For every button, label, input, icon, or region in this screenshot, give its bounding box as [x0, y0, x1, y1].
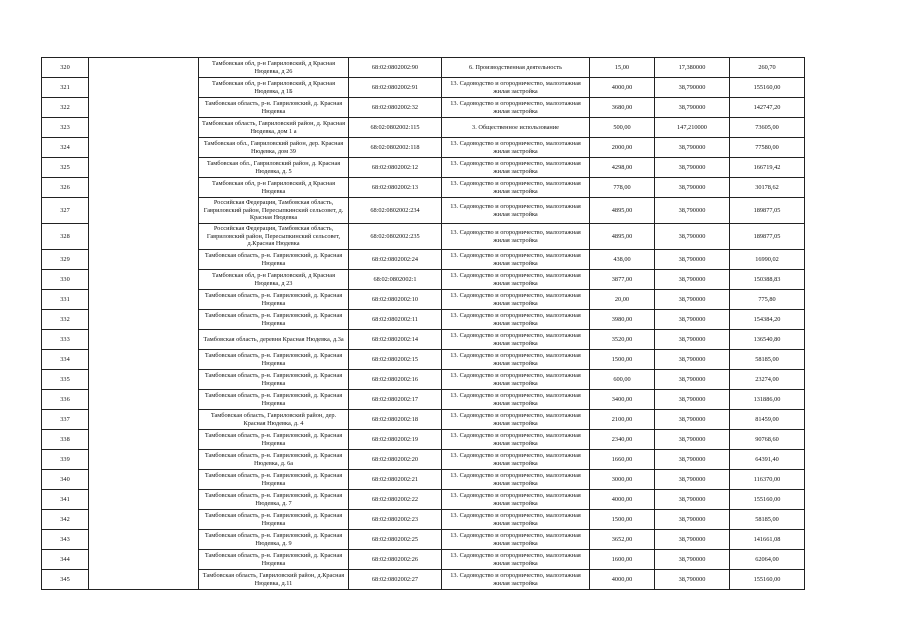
- address-cell: Тамбовская обл, р-н Гавриловский, д Красная Нюдевка, д 1Б: [199, 78, 349, 98]
- row-number-cell: 324: [42, 138, 89, 158]
- table-row: [42, 570, 805, 590]
- area-cell: 778,00: [590, 178, 655, 198]
- table-row: [42, 270, 805, 290]
- rate-cell: 17,380000: [655, 58, 730, 78]
- cadastral-number-cell: 68:02:0802002:13: [349, 178, 442, 198]
- cadastral-number-cell: 68:02:0802002:18: [349, 410, 442, 430]
- table-row: [42, 530, 805, 550]
- address-cell: Тамбовская область, р-н. Гавриловский, д. Красная Нюдевка: [199, 98, 349, 118]
- address-cell: Российская Федерация, Тамбовская область, Гавриловский район, Пересыпкинский сельсовет, д.Красная Нюдевка: [199, 224, 349, 250]
- area-cell: 4000,00: [590, 570, 655, 590]
- rate-cell: 38,790000: [655, 138, 730, 158]
- address-cell: Тамбовская область, р-н. Гавриловский, д. Красная Нюдевка: [199, 470, 349, 490]
- land-use-cell: 13. Садоводство и огородничество, малоэтажная жилая застройка: [442, 410, 590, 430]
- row-number-cell: 341: [42, 490, 89, 510]
- cadastral-value-cell: 154384,20: [730, 310, 805, 330]
- row-number-cell: 339: [42, 450, 89, 470]
- land-use-cell: 13. Садоводство и огородничество, малоэтажная жилая застройка: [442, 138, 590, 158]
- rate-cell: 38,790000: [655, 198, 730, 224]
- address-cell: Тамбовская обл, р-н Гавриловский, д Красная Нюдевка: [199, 178, 349, 198]
- land-use-cell: 13. Садоводство и огородничество, малоэтажная жилая застройка: [442, 250, 590, 270]
- cadastral-number-cell: 68:02:0802002:26: [349, 550, 442, 570]
- cadastral-number-cell: 68:02:0802002:27: [349, 570, 442, 590]
- row-number-cell: 331: [42, 290, 89, 310]
- blank-gap-cell: [89, 290, 199, 310]
- table-row: [42, 430, 805, 450]
- cadastral-value-cell: 142747,20: [730, 98, 805, 118]
- cadastral-value-cell: 131886,00: [730, 390, 805, 410]
- address-cell: Тамбовская область, Гавриловский район, д. Красная Нюдевка, дом 1 а: [199, 118, 349, 138]
- table-row: [42, 470, 805, 490]
- land-use-cell: 13. Садоводство и огородничество, малоэтажная жилая застройка: [442, 310, 590, 330]
- cadastral-value-cell: 155160,00: [730, 570, 805, 590]
- rate-cell: 38,790000: [655, 250, 730, 270]
- cadastral-number-cell: 68:02:0802002:24: [349, 250, 442, 270]
- table-row: [42, 250, 805, 270]
- blank-gap-cell: [89, 530, 199, 550]
- cadastral-number-cell: 68:02:0802002:235: [349, 224, 442, 250]
- table-row: [42, 290, 805, 310]
- table-row: [42, 198, 805, 224]
- rate-cell: 38,790000: [655, 290, 730, 310]
- cadastral-value-cell: 116370,00: [730, 470, 805, 490]
- blank-gap-cell: [89, 570, 199, 590]
- land-use-cell: 13. Садоводство и огородничество, малоэтажная жилая застройка: [442, 198, 590, 224]
- table-row: [42, 98, 805, 118]
- area-cell: 3877,00: [590, 270, 655, 290]
- table-row: [42, 550, 805, 570]
- address-cell: Тамбовская область, р-н. Гавриловский, д. Красная Нюдевка, д. 6а: [199, 450, 349, 470]
- blank-gap-cell: [89, 430, 199, 450]
- cadastral-number-cell: 68:02:0802002:90: [349, 58, 442, 78]
- address-cell: Тамбовская область, Гавриловский район, д.Красная Нюдевка, д.11: [199, 570, 349, 590]
- cadastral-number-cell: 68:02:0802002:118: [349, 138, 442, 158]
- land-use-cell: 13. Садоводство и огородничество, малоэтажная жилая застройка: [442, 330, 590, 350]
- area-cell: 4895,00: [590, 224, 655, 250]
- cadastral-number-cell: 68:02:0802002:19: [349, 430, 442, 450]
- land-use-cell: 13. Садоводство и огородничество, малоэтажная жилая застройка: [442, 290, 590, 310]
- table-row: [42, 330, 805, 350]
- rate-cell: 38,790000: [655, 470, 730, 490]
- land-use-cell: 13. Садоводство и огородничество, малоэтажная жилая застройка: [442, 270, 590, 290]
- address-cell: Тамбовская область, р-н. Гавриловский, д. Красная Нюдевка: [199, 550, 349, 570]
- rate-cell: 38,790000: [655, 570, 730, 590]
- area-cell: 15,00: [590, 58, 655, 78]
- blank-gap-cell: [89, 270, 199, 290]
- cadastral-number-cell: 68:02:0802002:20: [349, 450, 442, 470]
- land-use-cell: 13. Садоводство и огородничество, малоэтажная жилая застройка: [442, 450, 590, 470]
- table-row: [42, 118, 805, 138]
- table-row: [42, 224, 805, 250]
- row-number-cell: 337: [42, 410, 89, 430]
- cadastral-number-cell: 68:02:0802002:16: [349, 370, 442, 390]
- cadastral-value-cell: 166719,42: [730, 158, 805, 178]
- land-use-cell: 13. Садоводство и огородничество, малоэтажная жилая застройка: [442, 78, 590, 98]
- cadastral-value-cell: 189877,05: [730, 224, 805, 250]
- cadastral-value-cell: 155160,00: [730, 490, 805, 510]
- land-plots-table: [41, 57, 805, 590]
- rate-cell: 38,790000: [655, 98, 730, 118]
- land-use-cell: 6. Производственная деятельность: [442, 58, 590, 78]
- cadastral-number-cell: 68:02:0802002:11: [349, 310, 442, 330]
- address-cell: Тамбовская область, р-н. Гавриловский, д. Красная Нюдевка, д. 9: [199, 530, 349, 550]
- cadastral-value-cell: 90768,60: [730, 430, 805, 450]
- row-number-cell: 338: [42, 430, 89, 450]
- address-cell: Тамбовская обл., Гавриловский район, дер. Красная Нюдевка, дом 39: [199, 138, 349, 158]
- area-cell: 3520,00: [590, 330, 655, 350]
- cadastral-value-cell: 16990,02: [730, 250, 805, 270]
- row-number-cell: 323: [42, 118, 89, 138]
- cadastral-value-cell: 141661,08: [730, 530, 805, 550]
- cadastral-number-cell: 68:02:0802002:17: [349, 390, 442, 410]
- cadastral-value-cell: 62064,00: [730, 550, 805, 570]
- row-number-cell: 345: [42, 570, 89, 590]
- area-cell: 500,00: [590, 118, 655, 138]
- area-cell: 1600,00: [590, 550, 655, 570]
- cadastral-number-cell: 68:02:0802002:91: [349, 78, 442, 98]
- cadastral-number-cell: 68:02:0802002:12: [349, 158, 442, 178]
- row-number-cell: 343: [42, 530, 89, 550]
- table-row: [42, 310, 805, 330]
- cadastral-value-cell: 81459,00: [730, 410, 805, 430]
- rate-cell: 38,790000: [655, 430, 730, 450]
- row-number-cell: 332: [42, 310, 89, 330]
- blank-gap-cell: [89, 224, 199, 250]
- area-cell: 1500,00: [590, 510, 655, 530]
- area-cell: 4000,00: [590, 78, 655, 98]
- rate-cell: 38,790000: [655, 350, 730, 370]
- address-cell: Тамбовская область, р-н. Гавриловский, д. Красная Нюдевка: [199, 350, 349, 370]
- address-cell: Российская Федерация, Тамбовская область, Гавриловский район, Пересыпкинский сельсовет, д. Красная Нюдевка: [199, 198, 349, 224]
- rate-cell: 38,790000: [655, 370, 730, 390]
- table-row: [42, 390, 805, 410]
- address-cell: Тамбовская область, р-н. Гавриловский, д. Красная Нюдевка: [199, 370, 349, 390]
- area-cell: 4298,00: [590, 158, 655, 178]
- cadastral-number-cell: 68:02:0802002:22: [349, 490, 442, 510]
- area-cell: 3400,00: [590, 390, 655, 410]
- area-cell: 2340,00: [590, 430, 655, 450]
- table-row: [42, 410, 805, 430]
- cadastral-value-cell: 150388,83: [730, 270, 805, 290]
- row-number-cell: 333: [42, 330, 89, 350]
- rate-cell: 38,790000: [655, 78, 730, 98]
- row-number-cell: 334: [42, 350, 89, 370]
- land-use-cell: 13. Садоводство и огородничество, малоэтажная жилая застройка: [442, 98, 590, 118]
- row-number-cell: 336: [42, 390, 89, 410]
- rate-cell: 38,790000: [655, 178, 730, 198]
- row-number-cell: 335: [42, 370, 89, 390]
- cadastral-number-cell: 68:02:0802002:234: [349, 198, 442, 224]
- land-use-cell: 13. Садоводство и огородничество, малоэтажная жилая застройка: [442, 430, 590, 450]
- blank-gap-cell: [89, 78, 199, 98]
- blank-gap-cell: [89, 158, 199, 178]
- land-use-cell: 13. Садоводство и огородничество, малоэтажная жилая застройка: [442, 550, 590, 570]
- land-use-cell: 13. Садоводство и огородничество, малоэтажная жилая застройка: [442, 370, 590, 390]
- cadastral-number-cell: 68:02:0802002:25: [349, 530, 442, 550]
- rate-cell: 38,790000: [655, 390, 730, 410]
- address-cell: Тамбовская область, р-н. Гавриловский, д. Красная Нюдевка: [199, 510, 349, 530]
- blank-gap-cell: [89, 410, 199, 430]
- cadastral-number-cell: 68:02:0802002:32: [349, 98, 442, 118]
- blank-gap-cell: [89, 250, 199, 270]
- address-cell: Тамбовская область, Гавриловский район, дер. Красная Нюдевка, д. 4: [199, 410, 349, 430]
- cadastral-value-cell: 30178,62: [730, 178, 805, 198]
- land-use-cell: 13. Садоводство и огородничество, малоэтажная жилая застройка: [442, 350, 590, 370]
- area-cell: 2000,00: [590, 138, 655, 158]
- land-use-cell: 13. Садоводство и огородничество, малоэтажная жилая застройка: [442, 224, 590, 250]
- row-number-cell: 327: [42, 198, 89, 224]
- rate-cell: 38,790000: [655, 410, 730, 430]
- land-use-cell: 13. Садоводство и огородничество, малоэтажная жилая застройка: [442, 158, 590, 178]
- address-cell: Тамбовская область, деревня Красная Нюдевка, д.3а: [199, 330, 349, 350]
- blank-gap-cell: [89, 350, 199, 370]
- cadastral-value-cell: 58185,00: [730, 350, 805, 370]
- row-number-cell: 340: [42, 470, 89, 490]
- area-cell: 4895,00: [590, 198, 655, 224]
- area-cell: 3980,00: [590, 310, 655, 330]
- table-row: [42, 58, 805, 78]
- table-row: [42, 138, 805, 158]
- cadastral-number-cell: 68:02:0802002:14: [349, 330, 442, 350]
- table-row: [42, 490, 805, 510]
- row-number-cell: 325: [42, 158, 89, 178]
- address-cell: Тамбовская область, р-н. Гавриловский, д. Красная Нюдевка: [199, 430, 349, 450]
- area-cell: 4000,00: [590, 490, 655, 510]
- address-cell: Тамбовская обл, р-н Гавриловский, д Красная Нюдевка, д 26: [199, 58, 349, 78]
- cadastral-value-cell: 260,70: [730, 58, 805, 78]
- address-cell: Тамбовская обл., Гавриловский район, д. Красная Нюдевка, д. 5: [199, 158, 349, 178]
- cadastral-value-cell: 73605,00: [730, 118, 805, 138]
- address-cell: Тамбовская обл, р-н Гавриловский, д Красная Нюдевка, д 23: [199, 270, 349, 290]
- area-cell: 438,00: [590, 250, 655, 270]
- cadastral-value-cell: 775,80: [730, 290, 805, 310]
- cadastral-number-cell: 68:02:0802002:10: [349, 290, 442, 310]
- table-row: [42, 350, 805, 370]
- land-use-cell: 13. Садоводство и огородничество, малоэтажная жилая застройка: [442, 178, 590, 198]
- cadastral-value-cell: 58185,00: [730, 510, 805, 530]
- blank-gap-cell: [89, 450, 199, 470]
- area-cell: 600,00: [590, 370, 655, 390]
- area-cell: 3652,00: [590, 530, 655, 550]
- cadastral-number-cell: 68:02:0802002:1: [349, 270, 442, 290]
- blank-gap-cell: [89, 198, 199, 224]
- row-number-cell: 329: [42, 250, 89, 270]
- area-cell: 2100,00: [590, 410, 655, 430]
- area-cell: 1660,00: [590, 450, 655, 470]
- table-row: [42, 510, 805, 530]
- land-use-cell: 13. Садоводство и огородничество, малоэтажная жилая застройка: [442, 510, 590, 530]
- cadastral-number-cell: 68:02:0802002:115: [349, 118, 442, 138]
- row-number-cell: 326: [42, 178, 89, 198]
- rate-cell: 38,790000: [655, 510, 730, 530]
- land-use-cell: 13. Садоводство и огородничество, малоэтажная жилая застройка: [442, 570, 590, 590]
- address-cell: Тамбовская область, р-н. Гавриловский, д. Красная Нюдевка: [199, 290, 349, 310]
- table-row: [42, 78, 805, 98]
- cadastral-number-cell: 68:02:0802002:21: [349, 470, 442, 490]
- row-number-cell: 342: [42, 510, 89, 530]
- table-row: [42, 450, 805, 470]
- blank-gap-cell: [89, 490, 199, 510]
- row-number-cell: 328: [42, 224, 89, 250]
- rate-cell: 147,210000: [655, 118, 730, 138]
- blank-gap-cell: [89, 390, 199, 410]
- cadastral-number-cell: 68:02:0802002:15: [349, 350, 442, 370]
- table-row: [42, 158, 805, 178]
- rate-cell: 38,790000: [655, 158, 730, 178]
- cadastral-value-cell: 189877,05: [730, 198, 805, 224]
- area-cell: 3680,00: [590, 98, 655, 118]
- rate-cell: 38,790000: [655, 550, 730, 570]
- cadastral-value-cell: 23274,00: [730, 370, 805, 390]
- blank-gap-cell: [89, 310, 199, 330]
- blank-gap-cell: [89, 98, 199, 118]
- cadastral-value-cell: 155160,00: [730, 78, 805, 98]
- land-use-cell: 13. Садоводство и огородничество, малоэтажная жилая застройка: [442, 470, 590, 490]
- row-number-cell: 344: [42, 550, 89, 570]
- rate-cell: 38,790000: [655, 450, 730, 470]
- rate-cell: 38,790000: [655, 530, 730, 550]
- land-use-cell: 13. Садоводство и огородничество, малоэтажная жилая застройка: [442, 490, 590, 510]
- blank-gap-cell: [89, 118, 199, 138]
- rate-cell: 38,790000: [655, 310, 730, 330]
- address-cell: Тамбовская область, р-н. Гавриловский, д. Красная Нюдевка: [199, 390, 349, 410]
- blank-gap-cell: [89, 470, 199, 490]
- blank-gap-cell: [89, 510, 199, 530]
- area-cell: 20,00: [590, 290, 655, 310]
- table-body: [42, 58, 805, 590]
- rate-cell: 38,790000: [655, 224, 730, 250]
- row-number-cell: 322: [42, 98, 89, 118]
- table-row: [42, 370, 805, 390]
- land-use-cell: 13. Садоводство и огородничество, малоэтажная жилая застройка: [442, 530, 590, 550]
- rate-cell: 38,790000: [655, 270, 730, 290]
- land-use-cell: 3. Общественное использование: [442, 118, 590, 138]
- area-cell: 3000,00: [590, 470, 655, 490]
- table-row: [42, 178, 805, 198]
- blank-gap-cell: [89, 178, 199, 198]
- row-number-cell: 321: [42, 78, 89, 98]
- blank-gap-cell: [89, 58, 199, 78]
- blank-gap-cell: [89, 138, 199, 158]
- cadastral-value-cell: 136540,80: [730, 330, 805, 350]
- blank-gap-cell: [89, 330, 199, 350]
- address-cell: Тамбовская область, р-н. Гавриловский, д. Красная Нюдевка, д. 7: [199, 490, 349, 510]
- rate-cell: 38,790000: [655, 330, 730, 350]
- rate-cell: 38,790000: [655, 490, 730, 510]
- cadastral-number-cell: 68:02:0802002:23: [349, 510, 442, 530]
- address-cell: Тамбовская область, р-н. Гавриловский, д. Красная Нюдевка: [199, 310, 349, 330]
- row-number-cell: 320: [42, 58, 89, 78]
- blank-gap-cell: [89, 370, 199, 390]
- area-cell: 1500,00: [590, 350, 655, 370]
- land-use-cell: 13. Садоводство и огородничество, малоэтажная жилая застройка: [442, 390, 590, 410]
- row-number-cell: 330: [42, 270, 89, 290]
- cadastral-value-cell: 64391,40: [730, 450, 805, 470]
- blank-gap-cell: [89, 550, 199, 570]
- cadastral-value-cell: 77580,00: [730, 138, 805, 158]
- address-cell: Тамбовская область, р-н. Гавриловский, д. Красная Нюдевка: [199, 250, 349, 270]
